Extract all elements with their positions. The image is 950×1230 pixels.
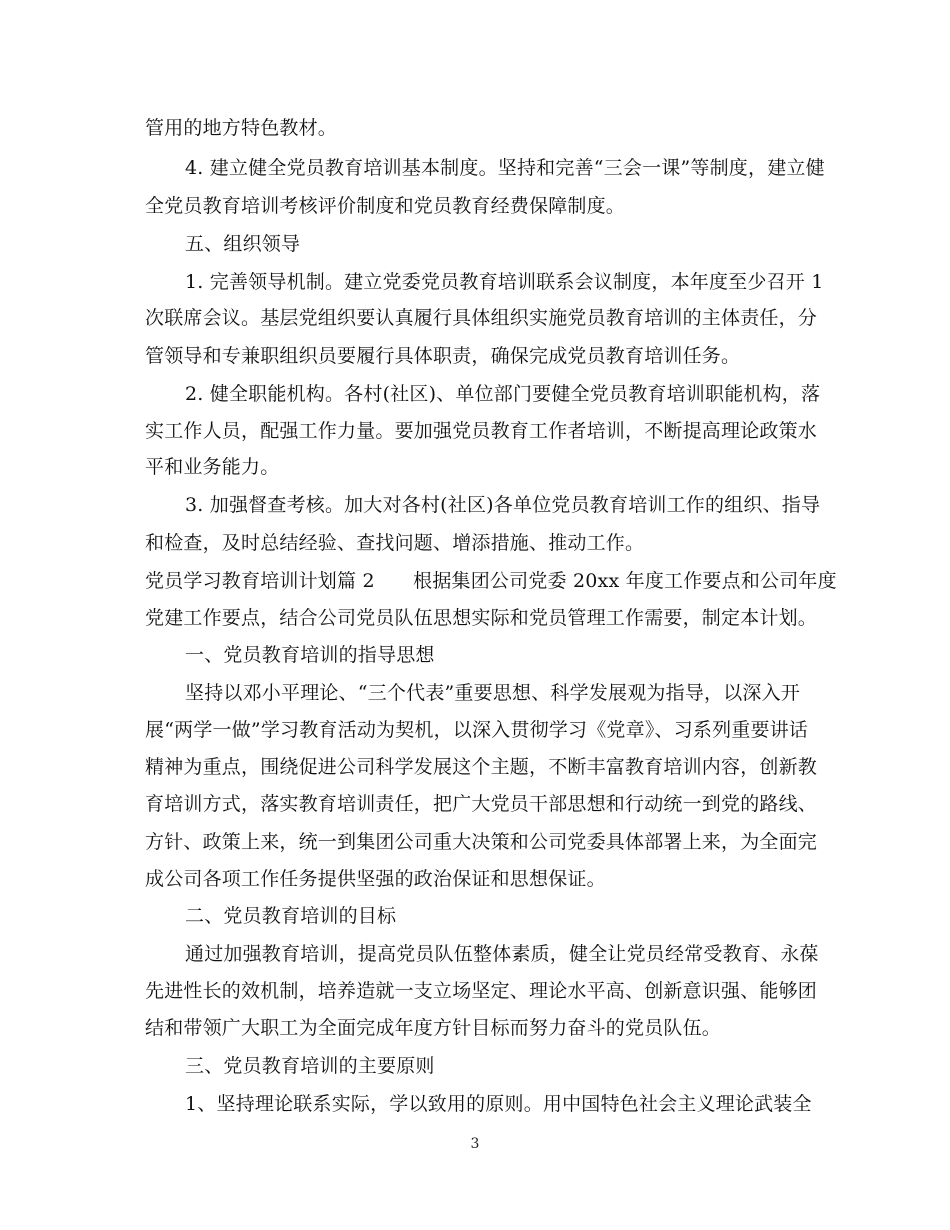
text-line: 育培训方式，落实教育培训责任，把广大党员干部思想和行动统一到党的路线、 — [145, 793, 818, 815]
text-line: 3. 加强督查考核。加大对各村(社区)各单位党员教育培训工作的组织、指导 — [185, 494, 821, 516]
text-line: 党建工作要点，结合公司党员队伍思想实际和党员管理工作需要，制定本计划。 — [145, 607, 818, 629]
text-line: 展“两学一做”学习教育活动为契机，以深入贯彻学习《党章》、习系列重要讲话 — [145, 719, 809, 741]
section-heading: 二、党员教育培训的目标 — [185, 905, 397, 927]
text-line: 1、坚持理论联系实际，学以致用的原则。用中国特色社会主义理论武装全 — [185, 1093, 812, 1115]
section-heading: 五、组织领导 — [185, 233, 301, 255]
text-line: 管用的地方特色教材。 — [145, 117, 338, 139]
text-line: 成公司各项工作任务提供坚强的政治保证和思想保证。 — [145, 868, 606, 890]
text-line: 平和业务能力。 — [145, 456, 280, 478]
text-line: 1. 完善领导机制。建立党委党员教育培训联系会议制度，本年度至少召开 1 — [185, 271, 824, 293]
text-line: 管领导和专兼职组织员要履行具体职责，确保完成党员教育培训任务。 — [145, 345, 741, 367]
section-heading: 三、党员教育培训的主要原则 — [185, 1055, 435, 1077]
text-line: 结和带领广大职工为全面完成年度方针目标而努力奋斗的党员队伍。 — [145, 1017, 722, 1039]
text-line: 全党员教育培训考核评价制度和党员教育经费保障制度。 — [145, 195, 626, 217]
text-line: 通过加强教育培训，提高党员队伍整体素质，健全让党员经常受教育、永葆 — [185, 943, 819, 965]
text-line: 先进性长的效机制，培养造就一支立场坚定、理论水平高、创新意识强、能够团 — [145, 980, 818, 1002]
text-line: 次联席会议。基层党组织要认真履行具体组织实施党员教育培训的主体责任，分 — [145, 307, 818, 329]
text-line: 方针、政策上来，统一到集团公司重大决策和公司党委具体部署上来，为全面完 — [145, 831, 818, 853]
text-line: 4. 建立健全党员教育培训基本制度。坚持和完善“三会一课”等制度，建立健 — [185, 157, 825, 179]
article-title-line: 党员学习教育培训计划篇 2 根据集团公司党委 20xx 年度工作要点和公司年度 — [145, 570, 837, 592]
text-line: 和检查，及时总结经验、查找问题、增添措施、推动工作。 — [145, 532, 645, 554]
section-heading: 一、党员教育培训的指导思想 — [185, 644, 435, 666]
text-line: 实工作人员，配强工作力量。要加强党员教育工作者培训，不断提高理论政策水 — [145, 420, 818, 442]
text-line: 精神为重点，围绕促进公司科学发展这个主题，不断丰富教育培训内容，创新教 — [145, 756, 818, 778]
page-number: 3 — [470, 1136, 480, 1152]
text-line: 2. 健全职能机构。各村(社区)、单位部门要健全党员教育培训职能机构，落 — [185, 383, 821, 405]
text-line: 坚持以邓小平理论、“三个代表”重要思想、科学发展观为指导，以深入开 — [185, 682, 801, 704]
